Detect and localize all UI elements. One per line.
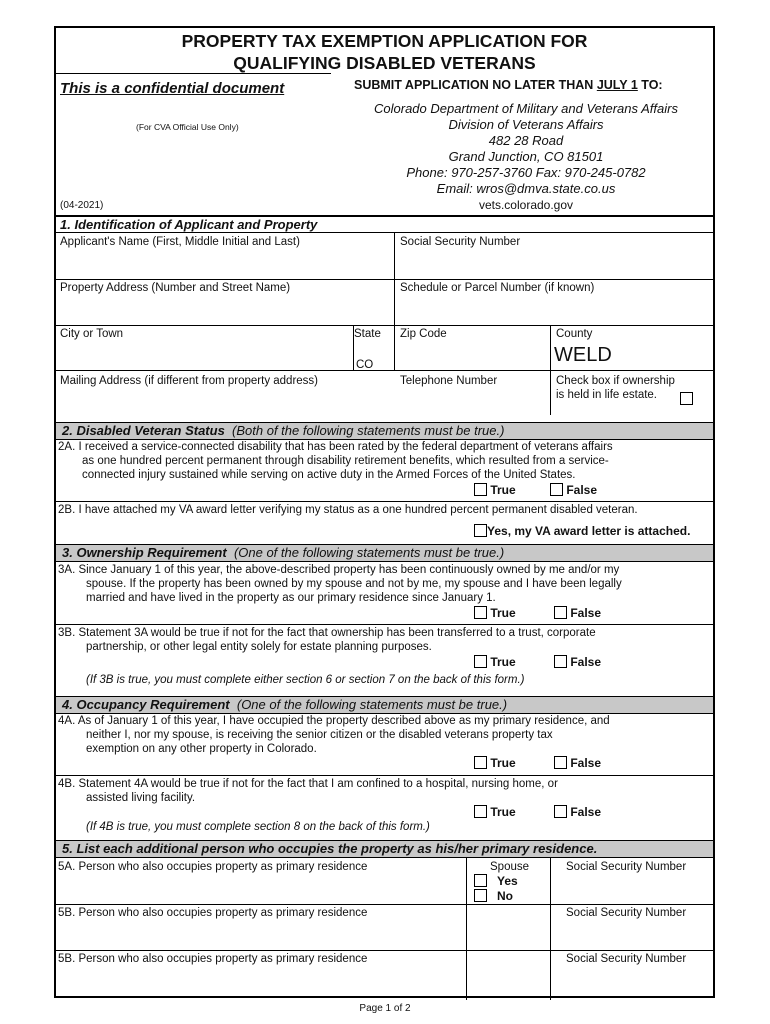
zip-label: Zip Code — [400, 328, 447, 340]
checkbox[interactable] — [474, 889, 487, 902]
mailing-address-block — [336, 101, 716, 213]
person-5b2-field[interactable] — [60, 968, 460, 994]
note-4b: (If 4B is true, you must complete section 8 on the back of this form.) — [86, 821, 430, 833]
ssn-field[interactable] — [398, 250, 713, 276]
checkbox[interactable] — [474, 874, 487, 887]
address-line: Email: wros@dmva.state.co.us — [436, 181, 616, 196]
application-form — [54, 26, 715, 998]
section5-heading: 5. List each additional person who occupies the property as his/her primary residence. — [56, 840, 713, 858]
statement-3b: 3B. Statement 3A would be true if not for the fact that ownership has been transferred to a trust, corporate partnership, or other legal entity solely for estate planning purposes. — [58, 627, 596, 653]
person-5b-label: 5B. Person who also occupies property as primary residence — [58, 907, 368, 919]
applicant-name-label: Applicant's Name (First, Middle Initial and Last) — [60, 236, 300, 248]
ssn-5a-label: Social Security Number — [566, 861, 687, 873]
address-line: Grand Junction, CO 81501 — [448, 149, 604, 164]
statement-4b: 4B. Statement 4A would be true if not for the fact that I am confined to a hospital, nursing home, or assisted living facility. — [58, 778, 558, 804]
form-title-line2: QUALIFYING DISABLED VETERANS — [233, 53, 536, 73]
spouse-5a-no[interactable]: No — [474, 889, 513, 903]
official-use-note: (For CVA Official Use Only) — [136, 122, 239, 132]
county-value[interactable]: WELD — [554, 344, 612, 366]
option-2b-yes[interactable]: Yes, my VA award letter is attached. — [474, 524, 690, 538]
option-2a-true[interactable]: True — [474, 483, 516, 497]
property-address-field[interactable] — [60, 296, 390, 322]
checkbox[interactable] — [554, 606, 567, 619]
ssn-5b-label: Social Security Number — [566, 907, 687, 919]
city-label: City or Town — [60, 328, 124, 340]
statement-2b: 2B. I have attached my VA award letter verifying my status as a one hundred percent permanent disabled veteran. — [58, 504, 638, 516]
statement-3a: 3A. Since January 1 of this year, the above-described property has been continuously owned by me and/or my spouse. If the property has been owned by my spouse and not by me, my spouse and I have been legally married and have lived in the property as our primary residence since January 1. — [58, 564, 622, 604]
person-5b2-label: 5B. Person who also occupies property as primary residence — [58, 953, 368, 965]
person-5a-field[interactable] — [60, 876, 460, 900]
property-address-label: Property Address (Number and Street Name) — [60, 282, 291, 294]
confidential-notice: This is a confidential document — [60, 80, 285, 97]
option-2a-false[interactable]: False — [550, 483, 597, 497]
state-label: State — [354, 328, 381, 340]
checkbox[interactable] — [474, 483, 487, 496]
mailing-address-label: Mailing Address (if different from property address) — [60, 375, 319, 387]
ssn-5a-field[interactable] — [554, 876, 714, 900]
address-line: Phone: 970-257-3760 Fax: 970-245-0782 — [406, 165, 646, 180]
option-3b-false[interactable]: False — [554, 655, 601, 669]
telephone-label: Telephone Number — [400, 375, 498, 387]
zip-field[interactable] — [398, 342, 546, 368]
address-line: 482 28 Road — [488, 133, 564, 148]
applicant-name-field[interactable] — [60, 250, 390, 276]
option-4b-false[interactable]: False — [554, 805, 601, 819]
life-estate-label: Check box if ownership is held in life estate. — [556, 375, 675, 401]
address-line: Division of Veterans Affairs — [448, 117, 604, 132]
ssn-label: Social Security Number — [400, 236, 521, 248]
checkbox[interactable] — [474, 655, 487, 668]
section3-heading: 3. Ownership Requirement (One of the following statements must be true.) — [56, 544, 713, 562]
statement-4a: 4A. As of January 1 of this year, I have occupied the property described above as my primary residence, and neither I, nor my spouse, is receiving the senior citizen or the disabled veterans property tax exemption on any other property in Colorado. — [58, 715, 610, 755]
submit-deadline: SUBMIT APPLICATION NO LATER THAN JULY 1 TO: — [354, 78, 663, 92]
checkbox[interactable] — [554, 805, 567, 818]
checkbox[interactable] — [554, 655, 567, 668]
form-title-line1: PROPERTY TAX EXEMPTION APPLICATION FOR — [181, 31, 588, 51]
checkbox[interactable] — [474, 756, 487, 769]
address-line: Colorado Department of Military and Veterans Affairs — [374, 101, 678, 116]
statement-2a: 2A. I received a service-connected disability that has been rated by the federal department of veterans affairs as one hundred percent permanent through disability retirement benefits, which resulted from a service- connected injury sustained while serving on active duty in the Armed Forces of the United States. — [58, 441, 613, 481]
form-date: (04-2021) — [60, 200, 104, 211]
option-4a-false[interactable]: False — [554, 756, 601, 770]
mailing-address-field[interactable] — [60, 389, 390, 413]
section4-heading: 4. Occupancy Requirement (One of the following statements must be true.) — [56, 696, 713, 714]
checkbox[interactable] — [550, 483, 563, 496]
option-3b-true[interactable]: True — [474, 655, 516, 669]
spouse-label: Spouse — [490, 861, 530, 873]
city-field[interactable] — [60, 342, 348, 368]
checkbox[interactable] — [474, 606, 487, 619]
option-3a-false[interactable]: False — [554, 606, 601, 620]
parcel-number-field[interactable] — [398, 296, 713, 322]
option-4a-true[interactable]: True — [474, 756, 516, 770]
section2-heading: 2. Disabled Veteran Status (Both of the following statements must be true.) — [56, 422, 713, 440]
person-5b-field[interactable] — [60, 922, 460, 946]
ssn-5b-field[interactable] — [554, 922, 714, 946]
person-5a-label: 5A. Person who also occupies property as primary residence — [58, 861, 368, 873]
address-line: vets.colorado.gov — [478, 198, 574, 212]
option-4b-true[interactable]: True — [474, 805, 516, 819]
life-estate-checkbox[interactable] — [680, 392, 693, 405]
note-3b: (If 3B is true, you must complete either section 6 or section 7 on the back of this form.) — [86, 674, 525, 686]
checkbox[interactable] — [554, 756, 567, 769]
section1-heading: 1. Identification of Applicant and Property — [56, 215, 713, 233]
state-value[interactable]: CO — [356, 359, 374, 371]
ssn-5b2-label: Social Security Number — [566, 953, 687, 965]
checkbox[interactable] — [474, 805, 487, 818]
option-3a-true[interactable]: True — [474, 606, 516, 620]
checkbox[interactable] — [474, 524, 487, 537]
parcel-number-label: Schedule or Parcel Number (if known) — [400, 282, 595, 294]
telephone-field[interactable] — [398, 389, 546, 413]
spouse-5a-yes[interactable]: Yes — [474, 874, 518, 888]
ssn-5b2-field[interactable] — [554, 968, 714, 994]
county-label: County — [556, 328, 593, 340]
page-number: Page 1 of 2 — [359, 1003, 411, 1014]
